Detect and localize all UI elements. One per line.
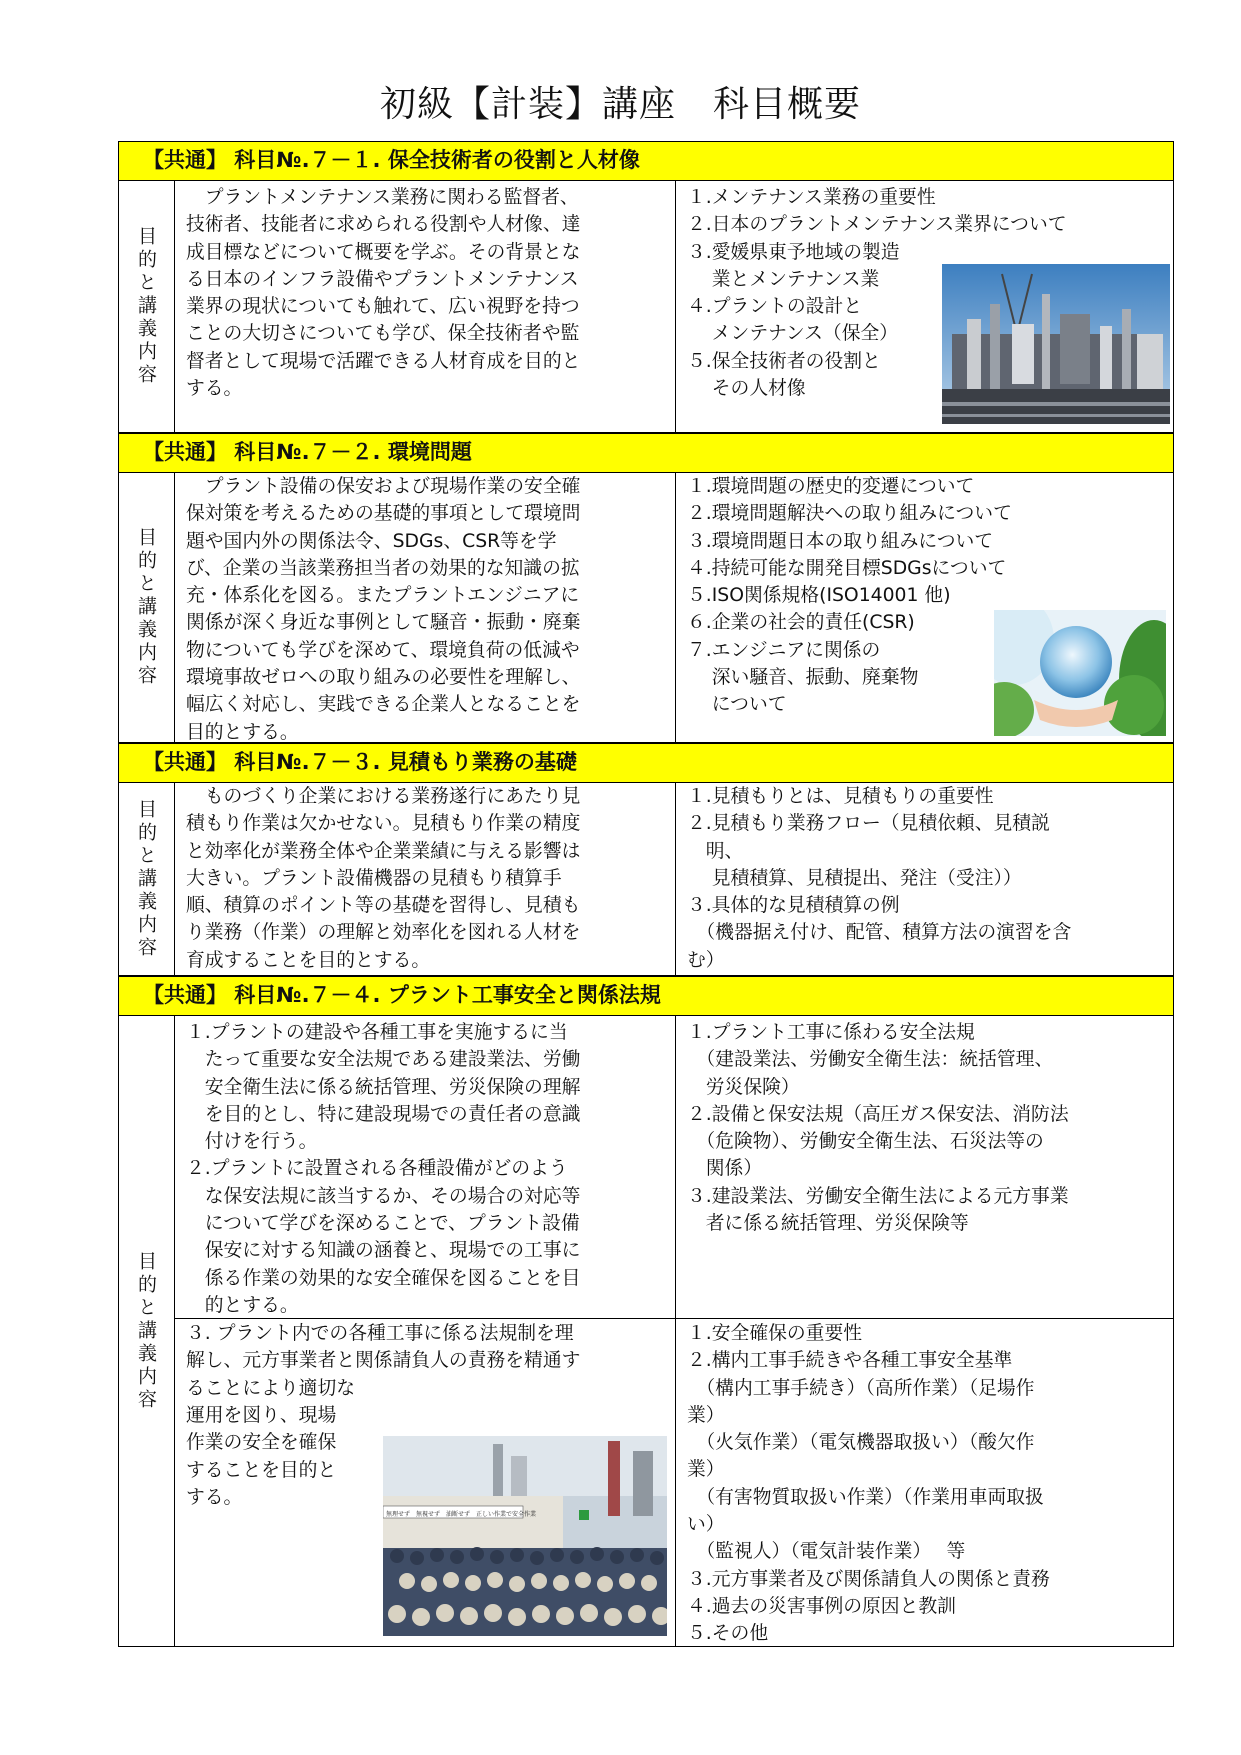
purpose-label — [119, 783, 175, 975]
section-body-7-3 — [118, 783, 1174, 976]
topic-list: １.環境問題の歴史的変遷について ２.環境問題解決への取り組みについて ３.環境問題日本の取り組みについて ４.持続可能な開発目標SDGsについて ５.ISO関係規格(ISO14001 他) ６.企業の社会的責任(CSR) ７.エンジニアに関係の 深い騒音、振動、廃棄物 について — [687, 476, 1012, 716]
topic-list-part1: １.プラント工事に係わる安全法規 （建設業法、労働安全衛生法：統括管理、 労災保険） ２.設備と保安法規（高圧ガス保安法、消防法 （危険物）、労働安全衛生法、石災法等の 関係） ３.建設業法、労働安全衛生法による元方事業 者に係る統括管理、労災保険等 — [687, 1022, 1069, 1235]
section-body-7-4 — [118, 1016, 1174, 1647]
topic-list: １.見積もりとは、見積もりの重要性 ２.見積もり業務フロー（見積依頼、見積説 明、 見積積算、見積提出、発注（受注）） ３.具体的な見積積算の例 （機器据え付け、配管、積算方法の演習を含 む） — [687, 786, 1072, 971]
section-description-part2-side: 運用を図り、現場 作業の安全を確保 することを目的と する。 — [186, 1405, 337, 1508]
section-header-7-3: 【共通】 科目№.７－３. 見積もり業務の基礎 — [118, 743, 1174, 783]
section-description: プラント設備の保安および現場作業の安全確 保対策を考えるための基礎的事項として環境問 題や国内外の関係法令、SDGs、CSR等を学 び、企業の当該業務担当者の効果的な知識の拡 充・体系化を図る。またプラントエンジニアに 関係が深く身近な事例として騒音・振動・廃棄 物についても学びを深めて、環境負荷の低減や 環境事故ゼロへの取り組みの必要性を理解し、 幅広く対応し、実践できる企業人となることを 目的とする。 — [186, 476, 581, 743]
page-title: 初級【計装】講座 科目概要 — [379, 84, 861, 125]
section-header-7-1: 【共通】 科目№.７－１. 保全技術者の役割と人材像 — [118, 141, 1174, 181]
safety-meeting-photo — [383, 1436, 667, 1636]
section-description-part1: １.プラントの建設や各種工事を実施するに当 たって重要な安全法規である建設業法、労働 安全衛生法に係る統括管理、労災保険の理解 を目的とし、特に建設現場での責任者の意識 付けを行う。 ２.プラントに設置される各種設備がどのよう な保安法規に該当するか、その場合の対応等 について学びを深めることで、プラント設備 保安に対する知識の涵養と、現場での工事に 係る作業の効果的な安全確保を図ることを目 的とする。 — [186, 1022, 581, 1316]
column-divider — [675, 1016, 676, 1646]
purpose-label — [119, 473, 175, 742]
section-description-part2: ３. プラント内での各種工事に係る法規制を理 解し、元方事業者と関係請負人の責務を精通す ることにより適切な — [186, 1323, 581, 1399]
section-description: ものづくり企業における業務遂行にあたり見 積もり作業は欠かせない。見積もり作業の精度 と効率化が業務全体や企業業績に与える影響は 大きい。プラント設備機器の見積もり積算手 順、積算のポイント等の基礎を習得し、見積も り業務（作業）の理解と効率化を図れる人材を 育成することを目的とする。 — [186, 786, 581, 971]
section-header-7-2: 【共通】 科目№.７－２. 環境問題 — [118, 433, 1174, 473]
purpose-label — [119, 1016, 175, 1646]
column-divider — [675, 473, 676, 742]
purpose-label-text: 目的と講義内容 — [135, 527, 157, 688]
globe-in-hands-photo — [994, 610, 1166, 736]
section-header-7-4: 【共通】 科目№.７－４. プラント工事安全と関係法規 — [118, 976, 1174, 1016]
column-divider — [675, 783, 676, 975]
column-divider — [675, 181, 676, 432]
purpose-label-text: 目的と講義内容 — [135, 1250, 157, 1412]
purpose-label — [119, 181, 175, 432]
section-body-7-1 — [118, 181, 1174, 433]
topic-list: １.メンテナンス業務の重要性 ２.日本のプラントメンテナンス業界について ３.愛媛県東予地域の製造 業とメンテナンス業 ４.プラントの設計と メンテナンス（保全） ５.保全技術者の役割と その人材像 — [687, 187, 1067, 400]
banner-text: 無理せず 無視せず 油断せず 正しい作業で安全作業 — [386, 1511, 537, 1518]
section-body-7-2 — [118, 473, 1174, 743]
topic-list-part2: １.安全確保の重要性 ２.構内工事手続きや各種工事安全基準 （構内工事手続き）（高所作業）（足場作 業） （火気作業）（電気機器取扱い）（酸欠作 業） （有害物質取扱い作業）（作業用車両取扱 い） （監視人）（電気計装作業） 等 ３.元方事業者及び関係請負人の関係と責務 ４.過去の災害事例の原因と教訓 ５.その他 — [687, 1323, 1050, 1645]
section-description: プラントメンテナンス業務に関わる監督者、 技術者、技能者に求められる役割や人材像、達 成目標などについて概要を学ぶ。その背景とな る日本のインフラ設備やプラントメンテナンス 業界の現状についても触れて、広い視野を持つ ことの大切さについても学び、保全技術者や監 督者として現場で活躍できる人材育成を目的と する。 — [186, 187, 581, 400]
purpose-label-text: 目的と講義内容 — [135, 798, 157, 960]
industrial-plant-photo — [942, 264, 1170, 424]
purpose-label-text: 目的と講義内容 — [135, 226, 157, 387]
